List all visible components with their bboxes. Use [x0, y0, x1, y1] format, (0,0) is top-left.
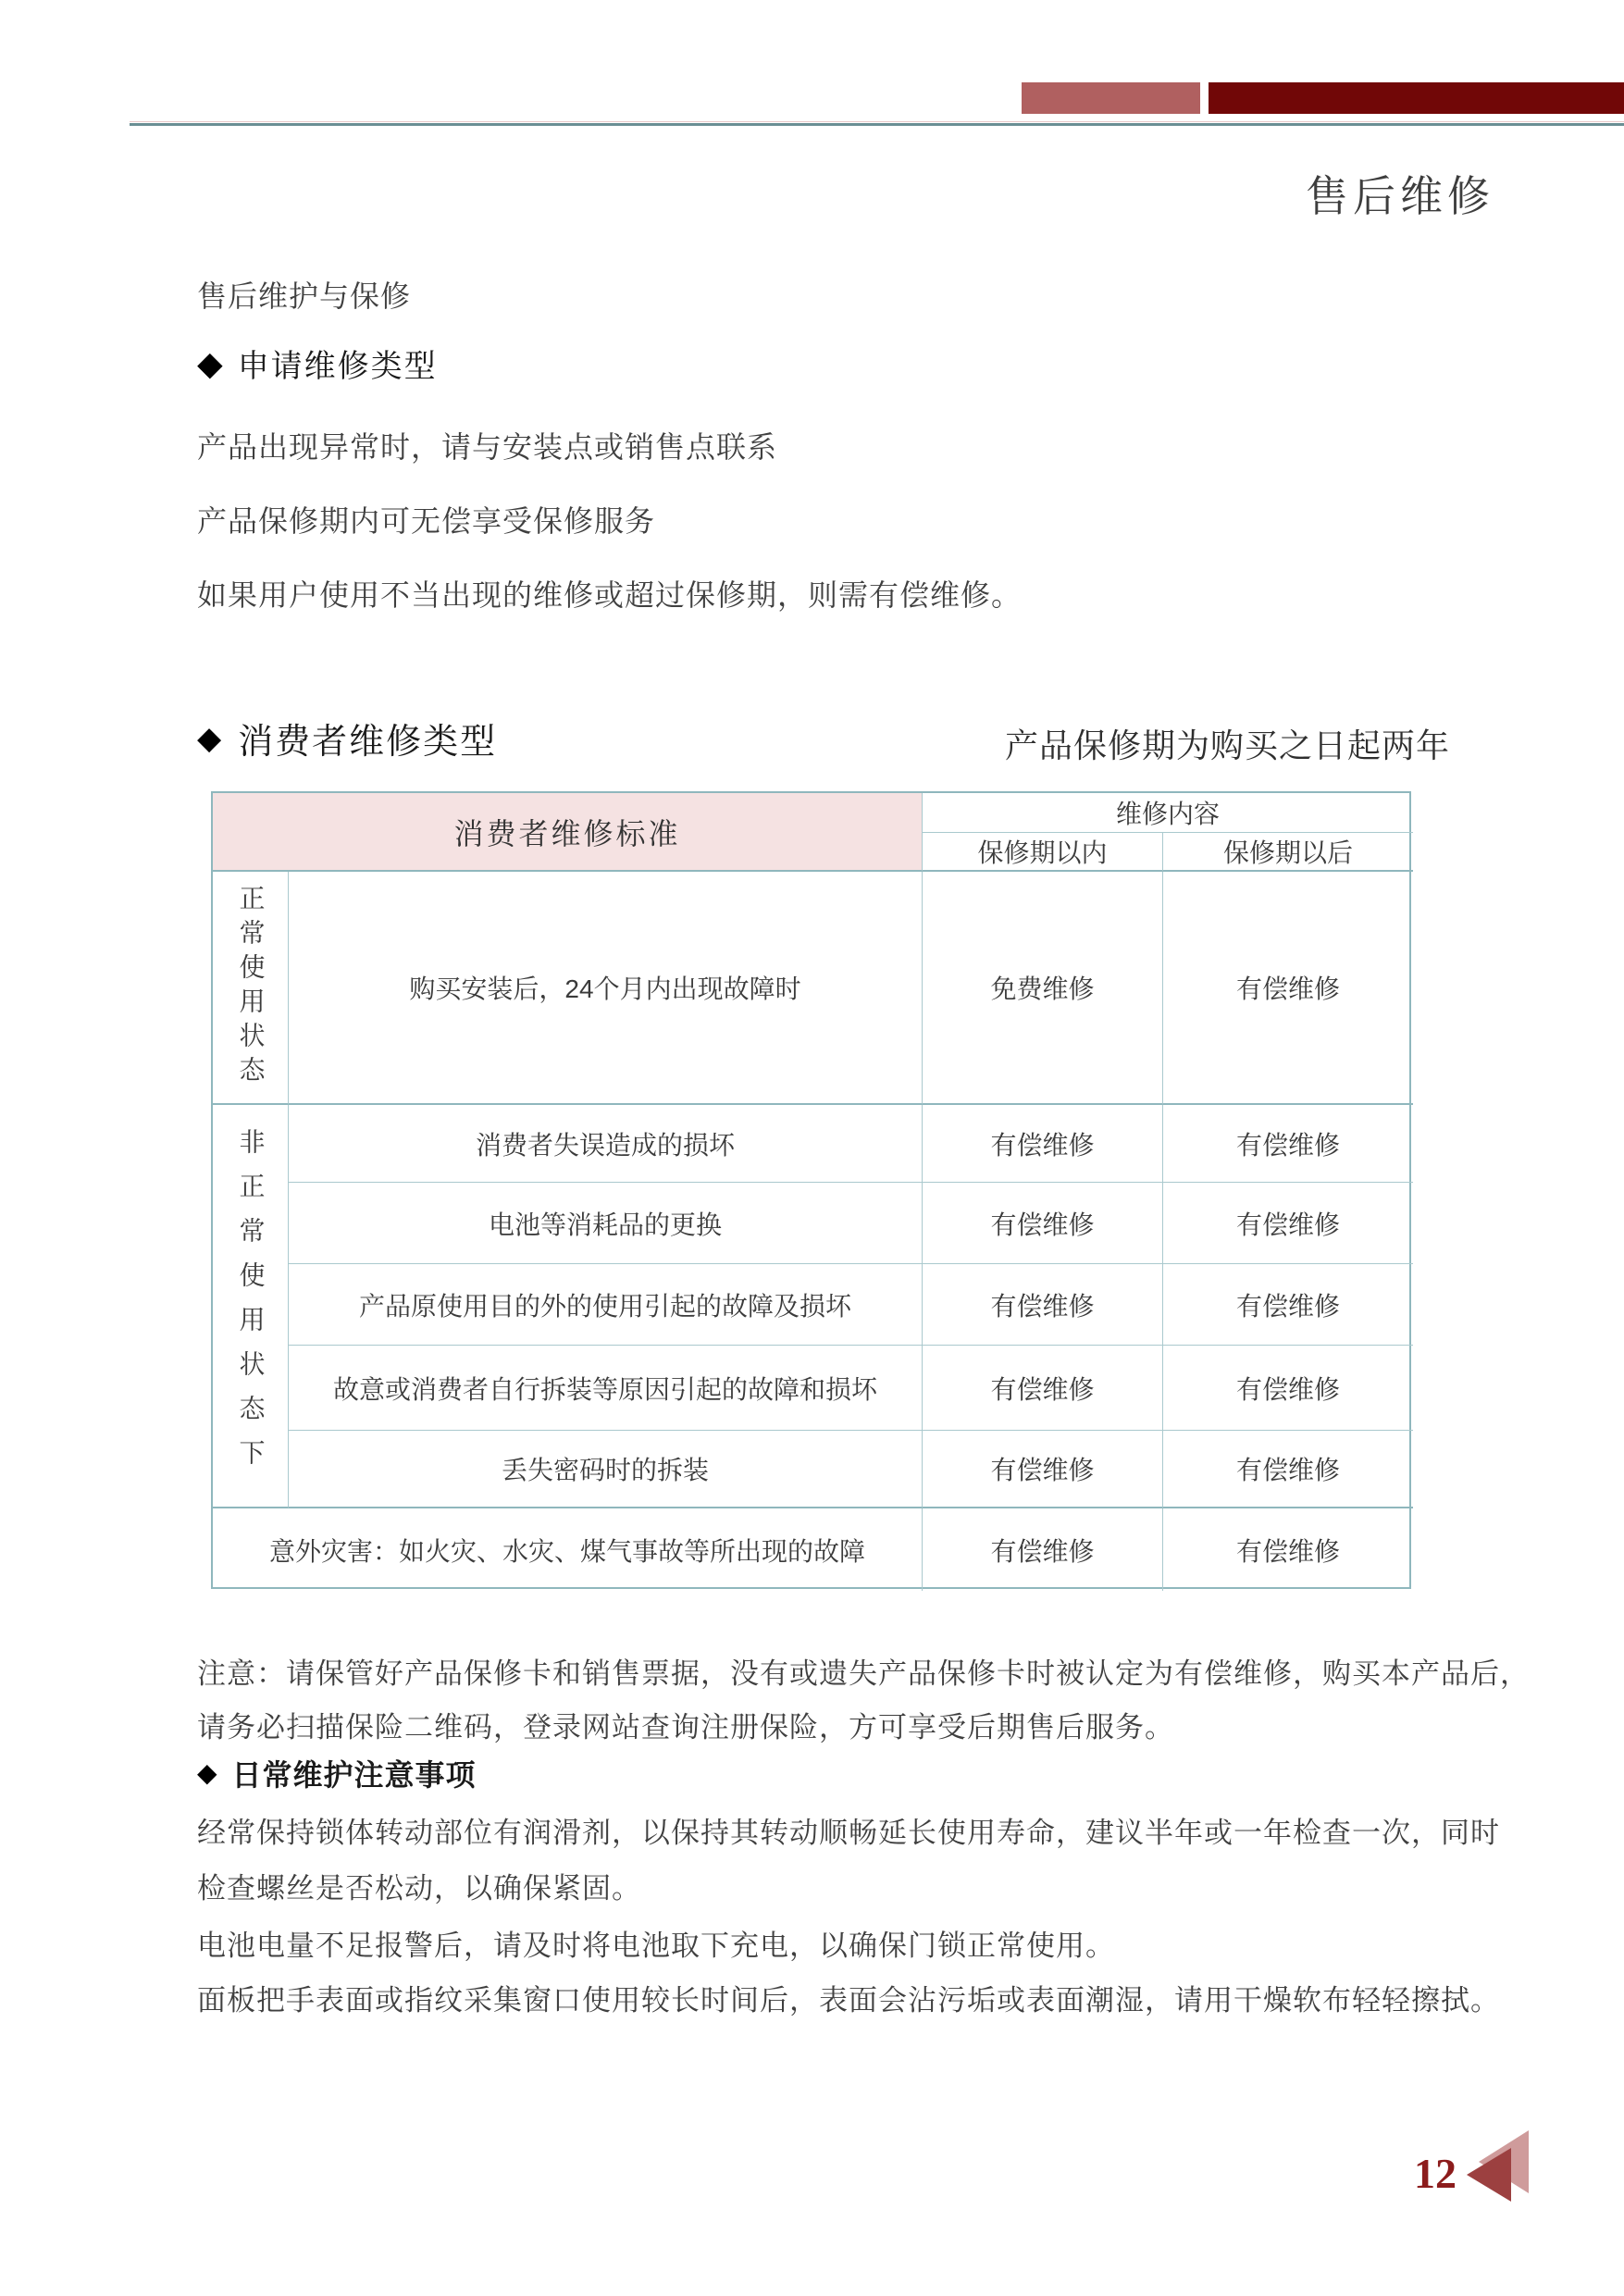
- notice-line: 注意：请保管好产品保修卡和销售票据，没有或遗失产品保修卡时被认定为有偿维修，购买本产品后，: [197, 1657, 1530, 1690]
- table-cell-desc: 购买安装后，24个月内出现故障时: [289, 872, 923, 1105]
- heading-apply-repair-type: [197, 341, 438, 386]
- consumer-repair-table: [211, 791, 1411, 1589]
- heading-consumer-repair-type-label: 消费者维修类型: [238, 723, 498, 762]
- header-rule-teal: [130, 123, 1624, 126]
- header-accent-bar-light: [1022, 82, 1200, 114]
- row-group-label-normal-use: [213, 872, 289, 1105]
- warranty-period-note: 产品保修期为购买之日起两年: [1004, 726, 1450, 764]
- heading-daily-maintenance-label: 日常维护注意事项: [231, 1758, 477, 1792]
- page-corner-triangle-dark-icon: [1467, 2148, 1511, 2202]
- table-cell-after-warranty: 有偿维修: [1163, 1431, 1413, 1508]
- table-cell-after-warranty: 有偿维修: [1163, 1346, 1413, 1431]
- table-cell-in-warranty: 免费维修: [923, 872, 1163, 1105]
- heading-consumer-repair-type: [197, 713, 497, 763]
- diamond-bullet-icon: ◆: [197, 343, 223, 382]
- table-cell-in-warranty: 有偿维修: [923, 1264, 1163, 1346]
- row-group-label-abnormal-use-text: 非正常使用状态下: [236, 1128, 266, 1483]
- maintenance-line: 面板把手表面或指纹采集窗口使用较长时间后，表面会沾污垢或表面潮湿，请用干燥软布轻轻擦拭。: [197, 1984, 1500, 2017]
- notice-line: 请务必扫描保险二维码，登录网站查询注册保险，方可享受后期售后服务。: [197, 1711, 1174, 1744]
- heading-daily-maintenance: [197, 1752, 477, 1794]
- table-header-after-warranty: 保修期以后: [1163, 833, 1413, 872]
- page-number: 12: [1414, 2150, 1457, 2197]
- table-header-in-warranty: 保修期以内: [923, 833, 1163, 872]
- intro-paragraph: 产品保修期内可无偿享受保修服务: [197, 504, 656, 538]
- intro-paragraph: 产品出现异常时，请与安装点或销售点联系: [197, 430, 778, 464]
- table-cell-desc: 消费者失误造成的损坏: [289, 1105, 923, 1183]
- table-cell-in-warranty: 有偿维修: [923, 1183, 1163, 1264]
- table-header-repair-content: 维修内容: [923, 793, 1413, 833]
- table-cell-desc: 丢失密码时的拆装: [289, 1431, 923, 1508]
- row-group-label-normal-use-text: 正常使用状态: [236, 885, 266, 1090]
- table-cell-after-warranty: 有偿维修: [1163, 872, 1413, 1105]
- table-cell-desc-accident: 意外灾害：如火灾、水灾、煤气事故等所出现的故障: [213, 1508, 923, 1591]
- maintenance-line: 检查螺丝是否松动，以确保紧固。: [197, 1872, 641, 1905]
- page-title: 售后维修: [1306, 172, 1494, 220]
- heading-apply-repair-type-label: 申请维修类型: [237, 349, 438, 384]
- table-cell-in-warranty: 有偿维修: [923, 1431, 1163, 1508]
- table-cell-desc: 故意或消费者自行拆装等原因引起的故障和损坏: [289, 1346, 923, 1431]
- table-header-consumer-standard: 消费者维修标准: [213, 793, 923, 872]
- header-rule-pink: [130, 121, 1624, 122]
- section-subtitle: 售后维护与保修: [197, 279, 412, 313]
- header-accent-bar-dark: [1209, 82, 1624, 114]
- table-cell-after-warranty: 有偿维修: [1163, 1264, 1413, 1346]
- table-cell-in-warranty: 有偿维修: [923, 1346, 1163, 1431]
- table-cell-after-warranty: 有偿维修: [1163, 1183, 1413, 1264]
- table-cell-desc: 产品原使用目的外的使用引起的故障及损坏: [289, 1264, 923, 1346]
- maintenance-line: 经常保持锁体转动部位有润滑剂，以保持其转动顺畅延长使用寿命，建议半年或一年检查一次，同时: [197, 1817, 1500, 1849]
- table-cell-in-warranty: 有偿维修: [923, 1508, 1163, 1591]
- maintenance-line: 电池电量不足报警后，请及时将电池取下充电，以确保门锁正常使用。: [197, 1930, 1115, 1962]
- table-cell-after-warranty: 有偿维修: [1235, 1536, 1340, 1566]
- table-cell-desc: 电池等消耗品的更换: [289, 1183, 923, 1264]
- row-group-label-abnormal-use: [213, 1105, 289, 1508]
- table-cell-after-warranty: 有偿维修: [1163, 1105, 1413, 1183]
- diamond-bullet-icon: ◆: [197, 720, 222, 756]
- diamond-bullet-icon: ◆: [197, 1758, 217, 1787]
- table-cell-in-warranty: 有偿维修: [923, 1105, 1163, 1183]
- intro-paragraph: 如果用户使用不当出现的维修或超过保修期，则需有偿维修。: [197, 578, 1023, 612]
